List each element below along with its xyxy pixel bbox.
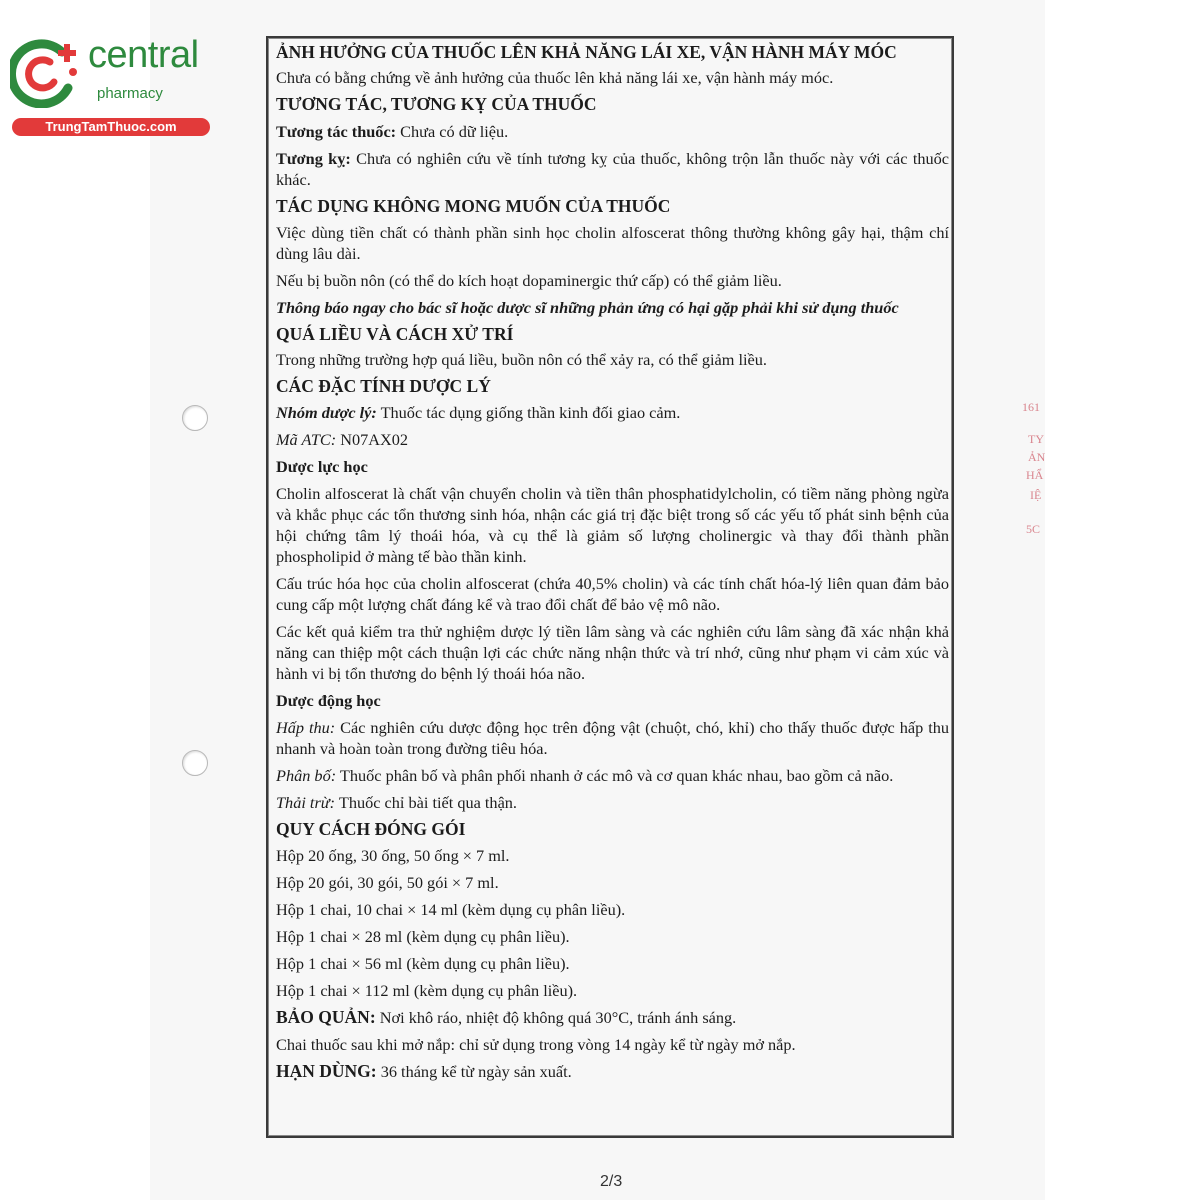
adverse-paragraph-1: Việc dùng tiền chất có thành phần sinh học cholin alfoscerat thông thường không gây hại, thậm chí dùng lâu dài. (276, 223, 949, 263)
storage-after-opening: Chai thuốc sau khi mở nắp: chỉ sử dụng trong vòng 14 ngày kể từ ngày mở nắp. (276, 1035, 796, 1054)
section-heading-interactions: TƯƠNG TÁC, TƯƠNG KỴ CỦA THUỐC (276, 94, 597, 114)
packaging-item: Hộp 1 chai × 112 ml (kèm dụng cụ phân liều). (276, 981, 578, 1000)
packaging-item: Hộp 1 chai × 28 ml (kèm dụng cụ phân liều). (276, 927, 570, 946)
expiry-text: 36 tháng kể từ ngày sản xuất. (376, 1062, 572, 1081)
stamp-text: 161 (1022, 400, 1040, 414)
atc-code-paragraph (276, 429, 949, 450)
section-heading-pharmacology: CÁC ĐẶC TÍNH DƯỢC LÝ (276, 376, 491, 396)
expiry-paragraph (276, 1061, 949, 1082)
red-stamp-partial (1018, 392, 1058, 552)
section-heading-adverse-effects: TÁC DỤNG KHÔNG MONG MUỐN CỦA THUỐC (276, 196, 671, 216)
pharmacological-group-paragraph (276, 402, 949, 423)
pharmacodynamics-paragraph-1: Cholin alfoscerat là chất vận chuyển cholin và tiền thân phosphatidylcholin, có tiềm năng phòng ngừa và khắc phục các tổn thương sinh hóa, nhận các giá trị đặc biệt trong số các yếu tố phát sinh bệnh của hội chứng tâm lý thoái hóa, và cụ thể là giảm số lượng cholinergic và thay đổi thành phần phospholipid ở màng tế bào thần kinh. (276, 484, 949, 566)
incompatibility-label: Tương kỵ: (276, 149, 351, 168)
central-pharmacy-logo[interactable] (10, 34, 215, 138)
absorption-label: Hấp thu: (276, 718, 336, 737)
absorption-paragraph (276, 717, 949, 759)
pharmacodynamics-paragraph-3: Các kết quả kiểm tra thử nghiệm dược lý tiền lâm sàng và các nghiên cứu lâm sàng đã xác nhận khả năng can thiệp một cách thuận lợi các chức năng nhận thức và trí nhớ, cũng như phạm vi cảm xúc và hành vi bị tổn thương do bệnh lý thoái hóa não. (276, 622, 949, 683)
pharmacodynamics-paragraph-2: Cấu trúc hóa học của cholin alfoscerat (chứa 40,5% cholin) và các tính chất hóa-lý liên quan đảm bảo cung cấp một lượng chất đáng kể và trao đổi chất để bảo vệ mô não. (276, 574, 949, 614)
drug-interaction-text: Chưa có dữ liệu. (396, 122, 509, 141)
atc-label: Mã ATC: (276, 430, 337, 449)
elimination-text: Thuốc chỉ bài tiết qua thận. (335, 793, 518, 812)
pharmacokinetics-heading: Dược động học (276, 691, 381, 710)
storage-label: BẢO QUẢN: (276, 1007, 376, 1027)
elimination-label: Thải trừ: (276, 793, 336, 812)
section-heading-driving: ẢNH HƯỞNG CỦA THUỐC LÊN KHẢ NĂNG LÁI XE, VẬN HÀNH MÁY MÓC (276, 42, 897, 62)
expiry-label: HẠN DÙNG: (276, 1061, 377, 1081)
packaging-item: Hộp 1 chai × 56 ml (kèm dụng cụ phân liều). (276, 954, 570, 973)
packaging-item: Hộp 20 gói, 30 gói, 50 gói × 7 ml. (276, 873, 499, 892)
distribution-label: Phân bố: (276, 766, 337, 785)
binder-hole (182, 750, 208, 776)
pharmacodynamics-heading: Dược lực học (276, 457, 368, 476)
adverse-paragraph-2: Nếu bị buồn nôn (có thể do kích hoạt dopaminergic thứ cấp) có thể giảm liều. (276, 271, 782, 290)
logo-brand-name: central (88, 34, 199, 76)
absorption-text: Các nghiên cứu dược động học trên động vật (chuột, chó, khỉ) cho thấy thuốc được hấp thu nhanh và hoàn toàn trong đường tiêu hóa. (276, 718, 949, 758)
stamp-text: IỆ (1030, 488, 1042, 502)
adverse-notice: Thông báo ngay cho bác sĩ hoặc dược sĩ những phản ứng có hại gặp phải khi sử dụng thuốc (276, 298, 899, 317)
pharmacy-logo-icon (10, 38, 82, 108)
overdose-text: Trong những trường hợp quá liều, buồn nôn có thể xảy ra, có thể giảm liều. (276, 350, 767, 369)
stamp-text: ẢN (1028, 450, 1046, 464)
storage-text: Nơi khô ráo, nhiệt độ không quá 30°C, tránh ánh sáng. (375, 1008, 737, 1027)
drug-interaction-label: Tương tác thuốc: (276, 122, 397, 141)
drug-interaction-paragraph (276, 121, 949, 142)
page-number: 2/3 (600, 1173, 623, 1190)
packaging-item: Hộp 20 ống, 30 ống, 50 ống × 7 ml. (276, 846, 510, 865)
stamp-text: TY (1028, 432, 1044, 446)
section-heading-overdose: QUÁ LIỀU VÀ CÁCH XỬ TRÍ (276, 324, 514, 344)
section-heading-packaging: QUY CÁCH ĐÓNG GÓI (276, 819, 466, 839)
distribution-paragraph (276, 765, 949, 786)
atc-code: N07AX02 (336, 430, 409, 449)
driving-text: Chưa có bằng chứng về ảnh hưởng của thuốc lên khả năng lái xe, vận hành máy móc. (276, 68, 834, 87)
pharmacological-group-label: Nhóm dược lý: (276, 403, 377, 422)
document-content (276, 40, 949, 1082)
pharmacological-group-text: Thuốc tác dụng giống thần kinh đối giao cảm. (376, 403, 681, 422)
incompatibility-paragraph (276, 148, 949, 190)
packaging-item: Hộp 1 chai, 10 chai × 14 ml (kèm dụng cụ phân liều). (276, 900, 626, 919)
binder-hole (182, 405, 208, 431)
incompatibility-text: Chưa có nghiên cứu về tính tương kỵ của thuốc, không trộn lẫn thuốc này với các thuốc khác. (276, 149, 949, 189)
logo-website-banner: TrungTamThuoc.com (12, 118, 210, 136)
elimination-paragraph (276, 792, 949, 813)
stamp-text: HẨ (1026, 468, 1044, 482)
logo-subtitle: pharmacy (97, 85, 163, 102)
storage-paragraph (276, 1007, 949, 1028)
stamp-text: 5C (1026, 522, 1041, 536)
distribution-text: Thuốc phân bố và phân phối nhanh ở các mô và cơ quan khác nhau, bao gồm cả não. (336, 766, 894, 785)
